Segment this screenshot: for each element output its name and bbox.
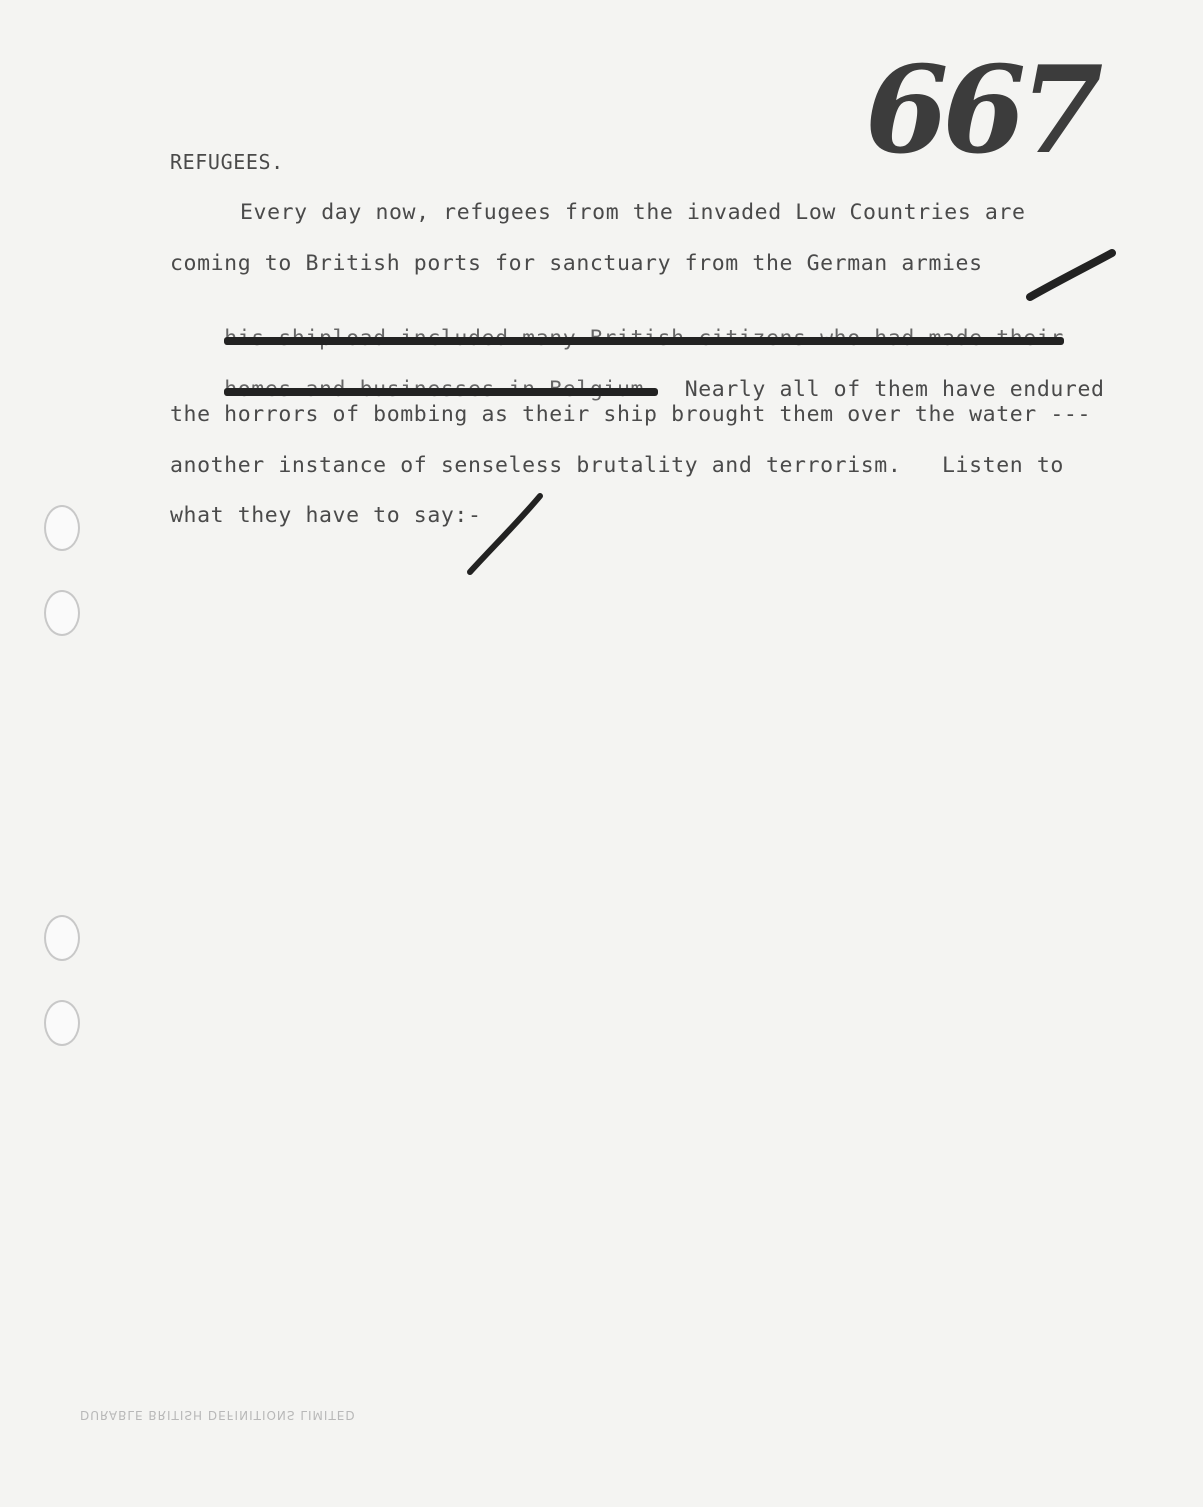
strike-bar [224,388,657,396]
paper-watermark: DURABLE BRITISH DEFINITIONS LIMITED [80,1408,356,1422]
struck-text [224,326,1064,351]
document-heading: REFUGEES. [170,150,284,174]
binder-hole [44,590,80,636]
binder-hole [44,915,80,961]
strike-bar [224,337,1064,345]
body-line-7: what they have to say:- [170,503,482,528]
struck-text [224,377,657,402]
body-text: Nearly all of them have endured [657,377,1105,402]
handwritten-page-number: 667 [865,40,1098,181]
pen-slash-mark [1020,245,1120,305]
binder-hole [44,505,80,551]
body-line-5: the horrors of bombing as their ship brought them over the water --- [170,402,1091,427]
body-line-1: Every day now, refugees from the invaded Low Countries are [240,200,1026,225]
pen-slash-mark [460,490,550,580]
binder-hole [44,1000,80,1046]
body-line-6: another instance of senseless brutality and terrorism. Listen to [170,453,1064,478]
body-line-2: coming to British ports for sanctuary from the German armies [170,251,983,276]
